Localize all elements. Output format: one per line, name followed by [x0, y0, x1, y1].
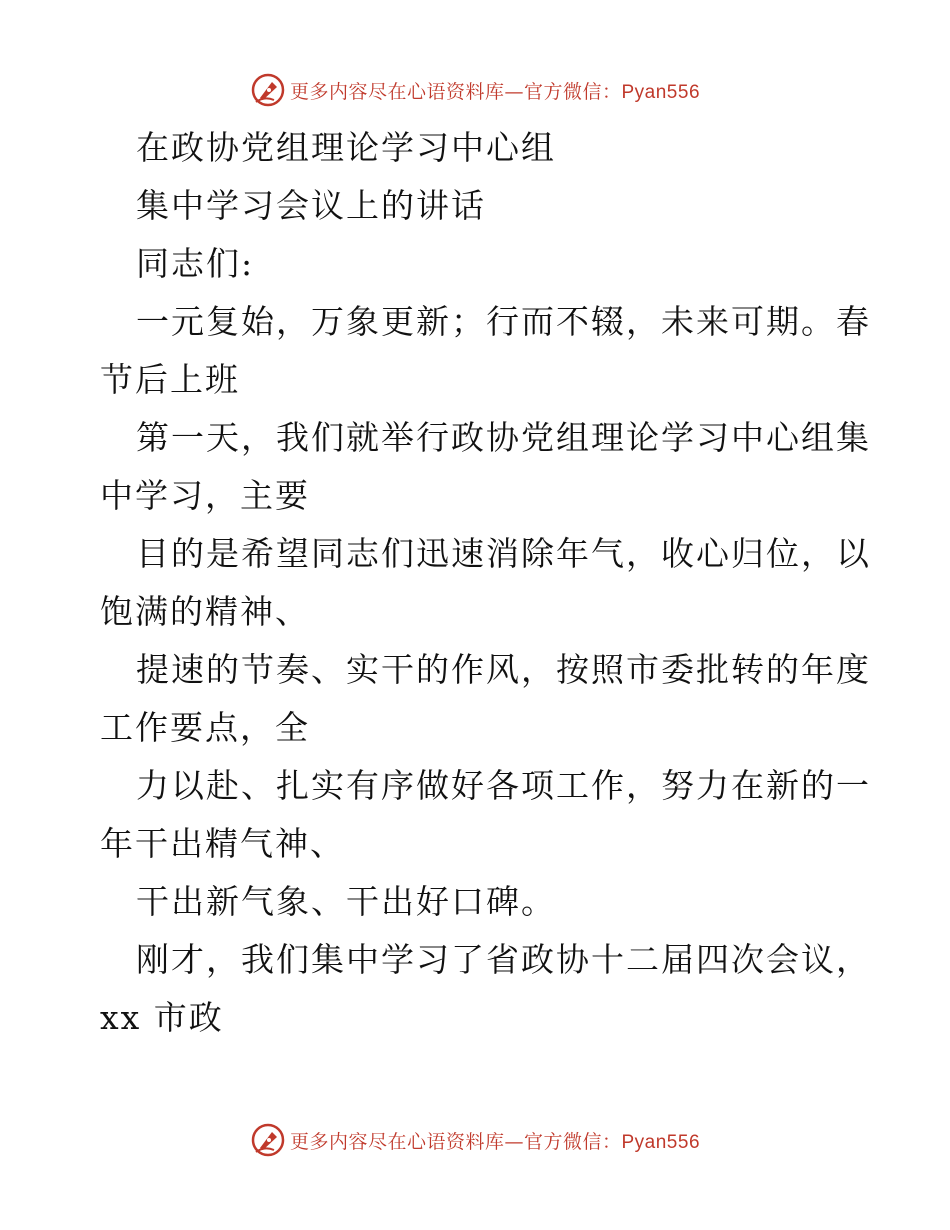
watermark-text: 更多内容尽在心语资料库—官方微信：Pyan556: [289, 1130, 701, 1153]
text-line: 提速的节奏、实干的作风，按照市委批转的年度: [136, 650, 871, 689]
text-line: 集中学习会议上的讲话: [136, 186, 486, 225]
text-line: 刚才，我们集中学习了省政协十二届四次会议，: [136, 940, 871, 979]
text-line: 在政协党组理论学习中心组: [136, 128, 556, 167]
text-line: 一元复始，万象更新；行而不辍，未来可期。春: [136, 302, 871, 341]
text-line: 饱满的精神、: [100, 592, 310, 631]
text-line: 力以赴、扎实有序做好各项工作，努力在新的一: [136, 766, 871, 805]
text-line: 年干出精气神、: [100, 824, 345, 863]
text-line: 同志们:: [136, 244, 255, 283]
text-line: xx 市政: [100, 998, 224, 1037]
watermark-text: 更多内容尽在心语资料库—官方微信：Pyan556: [289, 80, 701, 103]
text-line: 第一天，我们就举行政协党组理论学习中心组集: [136, 418, 871, 457]
footer-watermark: [0, 1120, 950, 1160]
text-line: 节后上班: [100, 360, 240, 399]
pen-nib-circle-icon: [250, 1122, 286, 1158]
text-line: 目的是希望同志们迅速消除年气，收心归位，以: [136, 534, 871, 573]
text-line: 中学习，主要: [100, 476, 310, 515]
pen-nib-circle-icon: [250, 72, 286, 108]
text-line: 干出新气象、干出好口碑。: [136, 882, 556, 921]
document-body: [100, 119, 871, 1047]
header-watermark: [0, 70, 950, 110]
text-line: 工作要点，全: [100, 708, 310, 747]
